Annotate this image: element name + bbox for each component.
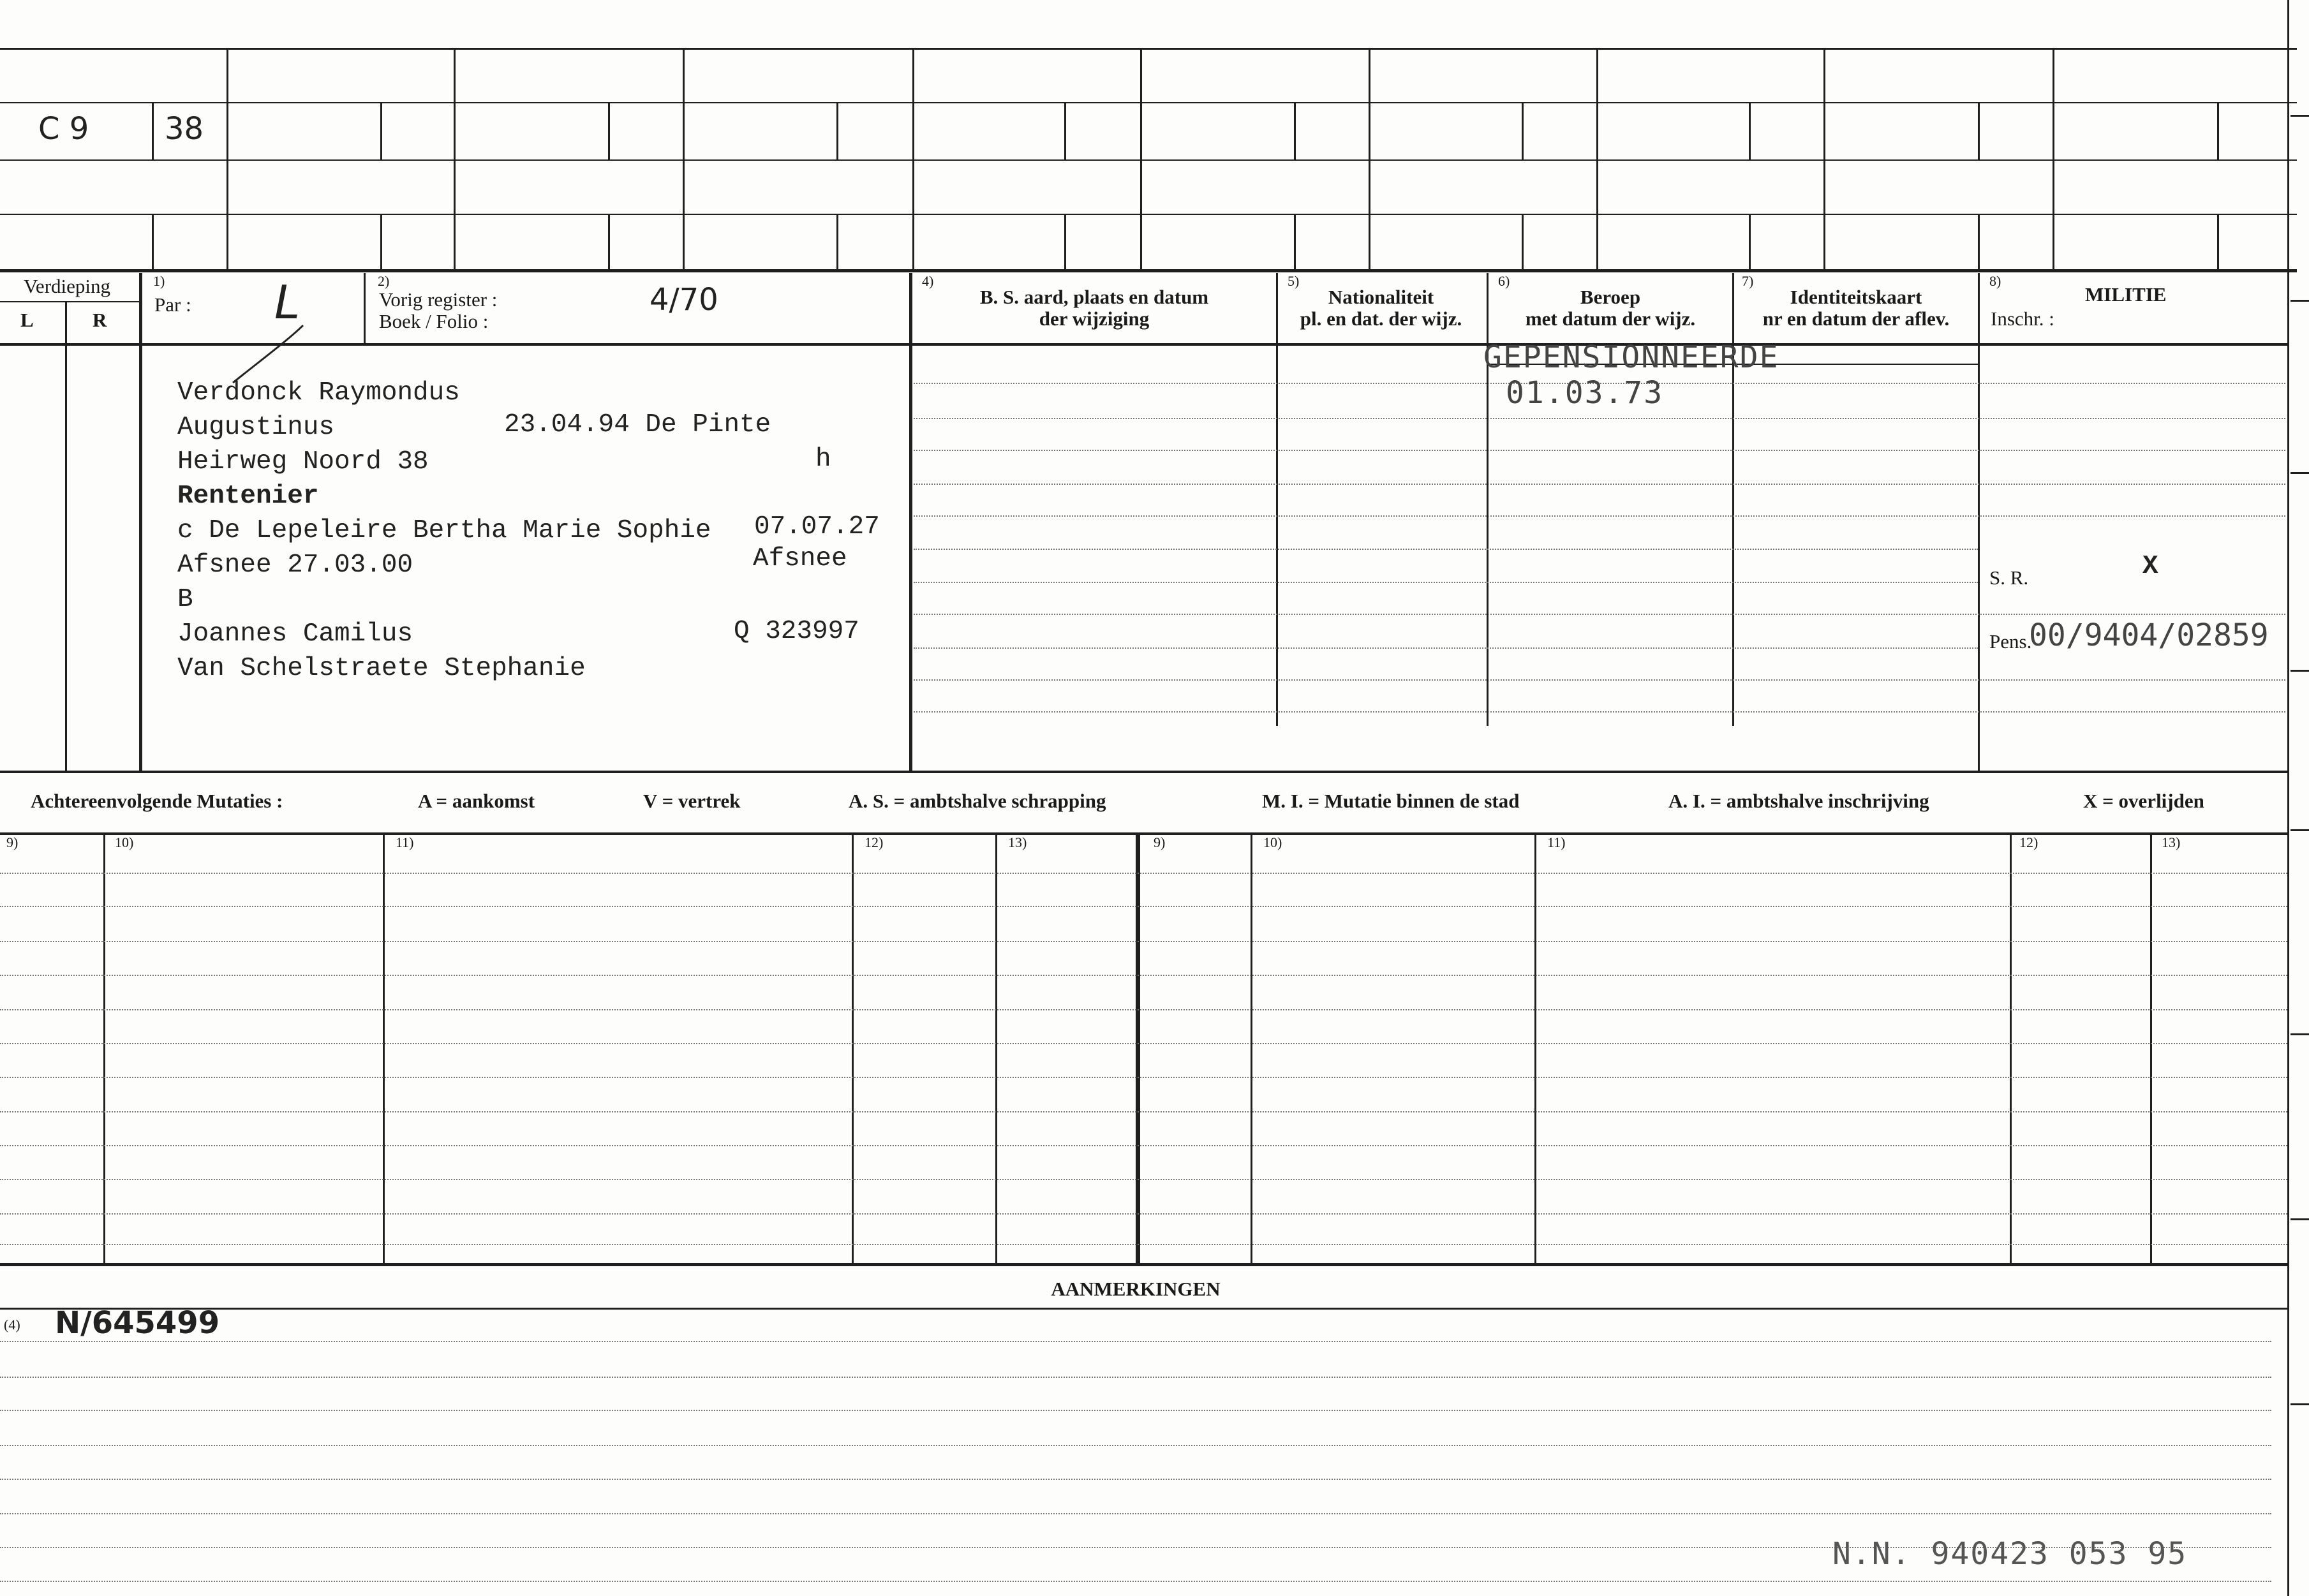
mutation-header: 9) [6, 834, 19, 850]
top-grid-col [226, 48, 228, 269]
top-grid-subcol [380, 214, 382, 269]
mutation-col [1534, 832, 1536, 1263]
beroep-label-2: met datum der wijz. [1525, 307, 1696, 330]
id-label-1: Identiteitskaart [1790, 286, 1922, 308]
verdieping-r: R [93, 309, 107, 331]
mutation-row-line [0, 1043, 2287, 1044]
col-bs-divider [1276, 273, 1278, 726]
remarks-title-line [0, 1308, 2287, 1310]
edge-tick [2290, 1218, 2309, 1220]
remarks-row-line [0, 1513, 2271, 1514]
top-grid-col [454, 48, 456, 269]
legend-ai: A. I. = ambtshalve inschrijving [1668, 790, 1929, 812]
top-grid-subcol [836, 214, 838, 269]
col-par-divider [364, 273, 366, 343]
inschr-label: Inschr. : [1991, 307, 2054, 330]
top-grid-line [0, 159, 2297, 161]
top-code-right: 38 [165, 111, 204, 147]
mutation-header: 11) [1547, 834, 1566, 850]
note-1: 1) [153, 273, 165, 289]
person-line-6a: Afsnee 27.03.00 [177, 550, 413, 580]
sr-label: S. R. [1989, 566, 2029, 589]
top-grid-subcol [1978, 102, 1980, 159]
top-grid-col [683, 48, 685, 269]
remarks-row-line [0, 1581, 2271, 1582]
header-bottom-line [0, 343, 2287, 346]
top-grid-subcol [1294, 214, 1296, 269]
mutation-col [1251, 832, 1252, 1263]
legend-a: A = aankomst [418, 790, 535, 812]
note-2: 2) [378, 273, 390, 289]
edge-tick [2290, 670, 2309, 672]
remarks-row-line [0, 1410, 2271, 1411]
entry-row-line [914, 582, 1978, 583]
top-grid-subcol [1522, 214, 1524, 269]
mutation-row-line [0, 1145, 2287, 1146]
col-l-r-divider [65, 301, 67, 771]
col-person-divider [909, 273, 912, 771]
person-line-9: Van Schelstraete Stephanie [177, 654, 586, 683]
entry-row-line [914, 614, 2285, 615]
top-grid-subcol [608, 214, 610, 269]
entry-row-line [914, 515, 2285, 517]
person-line-7: B [177, 585, 193, 614]
top-grid-col [912, 48, 914, 269]
mutation-header: 11) [396, 834, 414, 850]
top-grid-subcol [1064, 214, 1066, 269]
top-grid-col [2053, 48, 2054, 269]
edge-tick [2290, 300, 2309, 302]
mutation-row-line [0, 1077, 2287, 1078]
remarks-title: AANMERKINGEN [1051, 1278, 1221, 1300]
mutation-row-line [0, 873, 2287, 874]
pens-label: Pens. [1989, 630, 2032, 653]
edge-tick [2290, 1403, 2309, 1405]
remarks-row-line [0, 1377, 2271, 1378]
beroep-date: 01.03.73 [1506, 375, 1664, 411]
mutation-row-line [0, 1179, 2287, 1180]
entry-row-line [914, 418, 2285, 419]
mutation-header: 10) [115, 834, 134, 850]
mutation-col [995, 832, 997, 1263]
id-label-2: nr en datum der aflev. [1762, 307, 1950, 330]
legend-x: X = overlijden [2083, 790, 2204, 812]
edge-tick [2290, 115, 2309, 117]
edge-tick [2290, 1033, 2309, 1035]
person-line-6b: Afsnee [753, 544, 847, 573]
legend-mi: M. I. = Mutatie binnen de stad [1262, 790, 1520, 812]
remarks-ref: (4) [4, 1317, 20, 1333]
person-line-5b: 07.07.27 [754, 512, 880, 542]
note-8: 8) [1989, 273, 2001, 289]
remarks-number: N/645499 [55, 1305, 220, 1341]
legend-title: Achtereenvolgende Mutaties : [31, 790, 283, 812]
mutation-row-line [0, 941, 2287, 942]
verdieping-divider [0, 301, 139, 302]
top-grid-subcol [152, 214, 154, 269]
col-id-divider [1978, 273, 1980, 771]
pens-value: 00/9404/02859 [2029, 617, 2269, 653]
mutation-row-line [0, 1009, 2287, 1010]
legend-v: V = vertrek [643, 790, 741, 812]
entry-row-line [914, 647, 1978, 649]
entry-row-line [914, 679, 2285, 681]
top-grid-col [1596, 48, 1598, 269]
edge-tick [2290, 829, 2309, 831]
top-grid-subcol [1749, 102, 1751, 159]
mutation-header: 13) [1008, 834, 1027, 850]
mutation-col [852, 832, 854, 1263]
top-grid-subcol [1978, 214, 1980, 269]
top-grid-subcol [1522, 102, 1524, 159]
beroep-value: GEPENSIONNEERDE [1483, 339, 1779, 375]
nat-label-2: pl. en dat. der wijz. [1300, 307, 1462, 330]
mutation-header-line [0, 832, 2287, 835]
mutation-row-line [0, 1213, 2287, 1215]
top-grid-subcol [2217, 214, 2219, 269]
top-grid-col [1823, 48, 1825, 269]
top-grid-line [0, 48, 2297, 50]
top-grid-subcol [152, 102, 154, 159]
mutation-col [2010, 832, 2012, 1263]
person-line-1: Verdonck Raymondus [177, 378, 460, 408]
entry-row-line [914, 450, 2285, 451]
vorig-register-label: Vorig register : [379, 288, 498, 311]
top-grid-col [1369, 48, 1370, 269]
mutation-row-line [0, 1111, 2287, 1112]
note-7: 7) [1742, 273, 1754, 289]
mutation-row-line [0, 906, 2287, 907]
remarks-row-line [0, 1479, 2271, 1480]
top-grid-line [0, 214, 2297, 215]
mutation-row-line [0, 975, 2287, 976]
entry-row-line [914, 549, 1978, 550]
mutation-header: 13) [2162, 834, 2181, 850]
legend-as: A. S. = ambtshalve schrapping [849, 790, 1106, 812]
top-grid-line [0, 102, 2297, 103]
person-line-5a: c De Lepeleire Bertha Marie Sophie [177, 516, 711, 545]
top-grid-subcol [1064, 102, 1066, 159]
top-grid-bottom [0, 269, 2297, 272]
top-grid-subcol [380, 102, 382, 159]
mutation-header: 12) [2019, 834, 2038, 850]
verdieping-l: L [20, 309, 34, 331]
page-right-edge [2287, 0, 2289, 1596]
mutation-col [103, 832, 105, 1263]
boek-folio-label: Boek / Folio : [379, 310, 489, 332]
bs-label-2: der wijziging [1039, 307, 1150, 330]
remarks-row-line [0, 1341, 2271, 1342]
remarks-row-line [0, 1445, 2271, 1446]
edge-tick [2290, 472, 2309, 474]
person-line-3b: h [815, 445, 831, 474]
note-4: 4) [922, 273, 934, 289]
mutation-row-line [0, 1244, 2287, 1245]
top-grid-subcol [1749, 214, 1751, 269]
top-grid-subcol [2217, 102, 2219, 159]
person-line-8b: Q 323997 [734, 617, 859, 646]
top-grid-subcol [608, 102, 610, 159]
bs-label-1: B. S. aard, plaats en datum [979, 286, 1209, 308]
person-line-3a: Heirweg Noord 38 [177, 447, 429, 477]
mutation-center-divider [1136, 832, 1140, 1263]
top-grid-col [1140, 48, 1142, 269]
par-mark: L [274, 276, 301, 329]
militie-label: MILITIE [2085, 283, 2167, 306]
top-code-left: C 9 [38, 111, 89, 147]
top-grid-subcol [1294, 102, 1296, 159]
par-label: Par : [154, 293, 191, 316]
person-line-4: Rentenier [177, 482, 319, 511]
mutation-header: 9) [1154, 834, 1166, 850]
beroep-label-1: Beroep [1580, 286, 1641, 308]
mutation-header: 12) [865, 834, 884, 850]
vorig-register-value: 4/70 [650, 282, 718, 318]
mutation-col [2150, 832, 2152, 1263]
nn-number: N.N. 940423 053 95 [1832, 1536, 2188, 1572]
entry-row-line [914, 711, 2285, 713]
legend-top-line [0, 771, 2287, 773]
note-6: 6) [1498, 273, 1510, 289]
person-line-2a: Augustinus [177, 413, 335, 442]
note-5: 5) [1288, 273, 1300, 289]
person-line-2b: 23.04.94 De Pinte [504, 410, 771, 440]
remarks-top-line [0, 1263, 2287, 1266]
entry-row-line [914, 484, 2285, 485]
mutation-header: 10) [1263, 834, 1282, 850]
col-verdieping-divider [139, 273, 142, 771]
verdieping-label: Verdieping [23, 275, 111, 297]
nat-label-1: Nationaliteit [1328, 286, 1434, 308]
top-grid-subcol [836, 102, 838, 159]
mutation-col [383, 832, 385, 1263]
person-line-8a: Joannes Camilus [177, 619, 413, 649]
sr-mark: X [2142, 552, 2158, 581]
